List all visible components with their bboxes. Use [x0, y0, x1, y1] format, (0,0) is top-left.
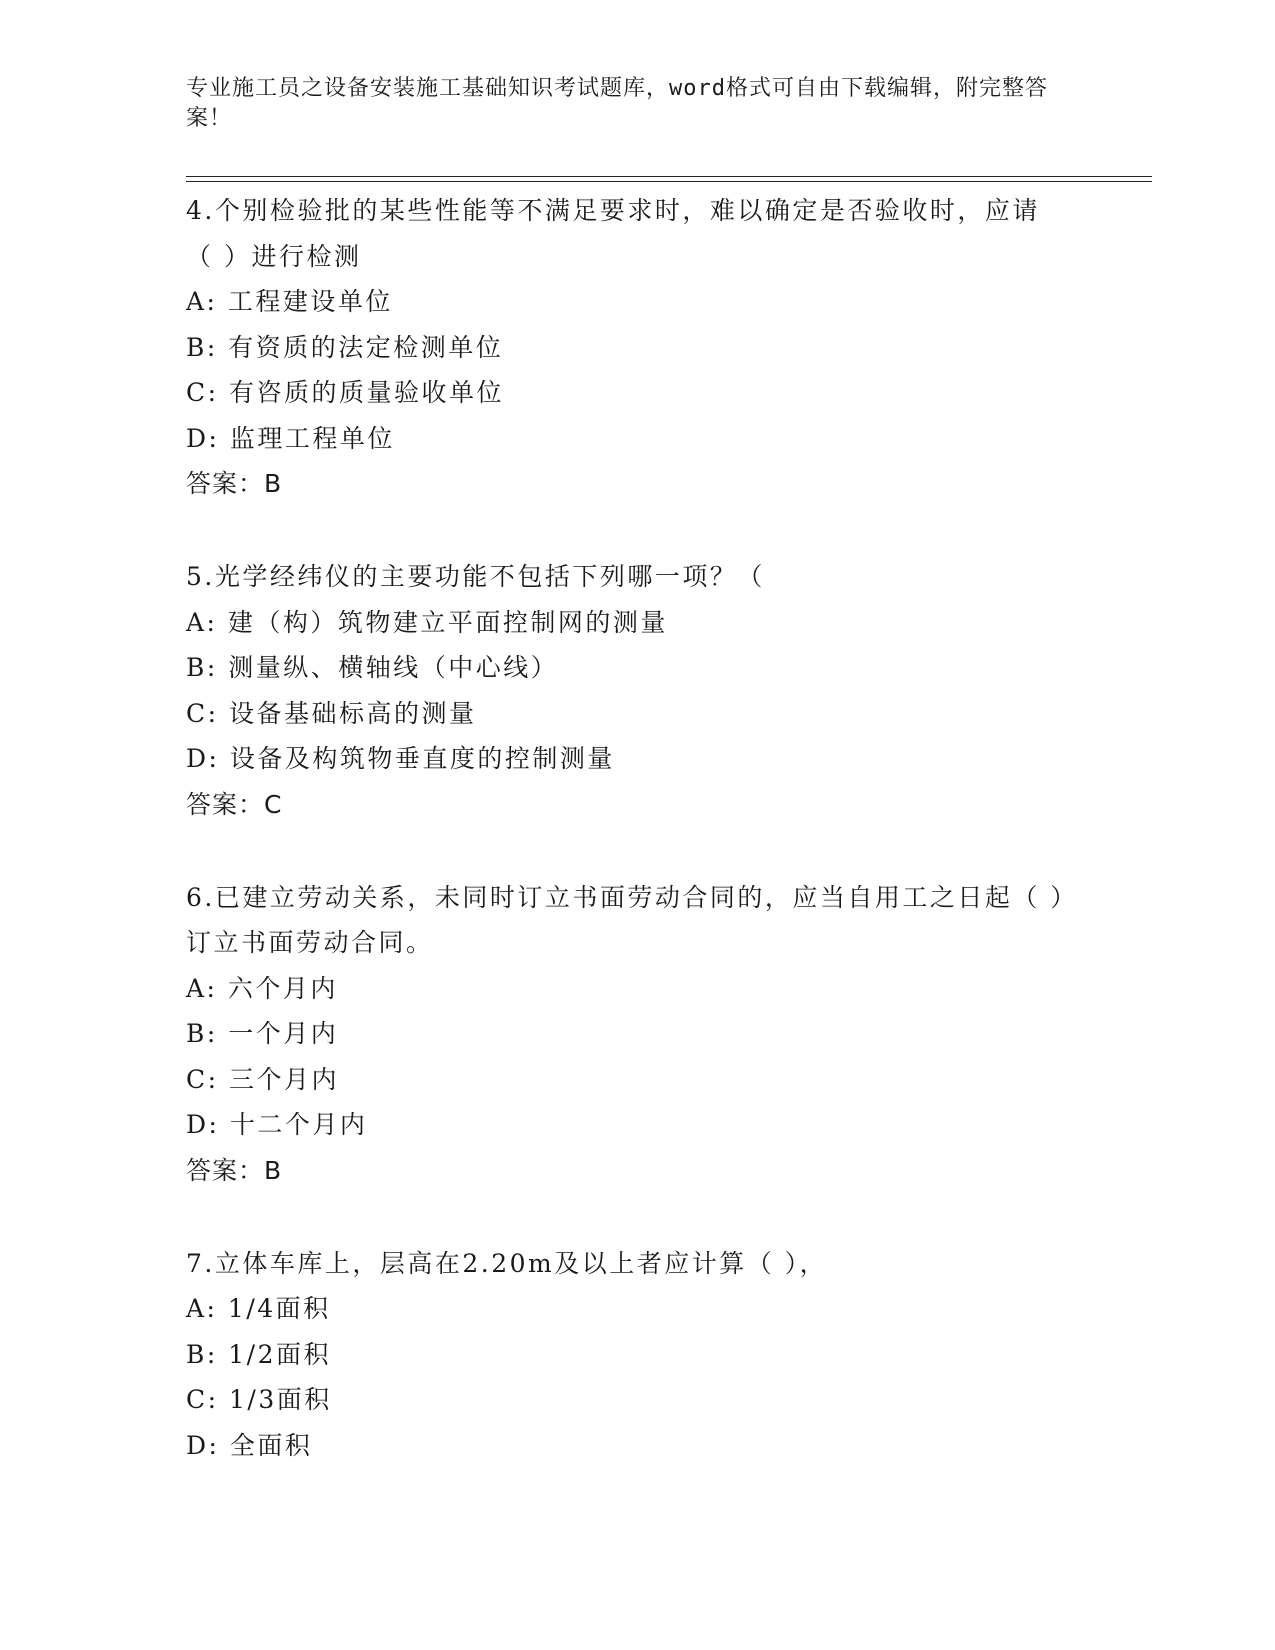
document-header: 专业施工员之设备安装施工基础知识考试题库，word格式可自由下载编辑，附完整答案！ — [186, 76, 1048, 131]
option-b: B: 测量纵、横轴线（中心线） — [186, 653, 559, 682]
answer-label: 答案：C — [186, 789, 283, 819]
header-divider-bottom — [186, 181, 1152, 182]
answer-label: 答案：B — [186, 1155, 283, 1185]
question-7 — [186, 1241, 1086, 1469]
answer-label: 答案：B — [186, 469, 283, 498]
option-c: C: 设备基础标高的测量 — [186, 698, 477, 728]
option-b: B: 有资质的法定检测单位 — [186, 332, 504, 362]
question-stem: 6.已建立劳动关系，未同时订立书面劳动合同的，应当自用工之日起（ ）订立书面劳动合同。 — [186, 882, 1066, 957]
question-6 — [186, 875, 1086, 1193]
question-stem: 5.光学经纬仪的主要功能不包括下列哪一项？（ — [186, 562, 765, 591]
option-c: C: 三个月内 — [186, 1064, 339, 1094]
option-a: A: 建（构）筑物建立平面控制网的测量 — [186, 607, 668, 637]
question-4 — [186, 188, 1086, 506]
option-a: A: 工程建设单位 — [186, 287, 393, 316]
question-stem: 4.个别检验批的某些性能等不满足要求时，难以确定是否验收时，应请（ ）进行检测 — [186, 196, 1040, 271]
header-divider-top — [186, 176, 1152, 177]
option-d: D: 设备及构筑物垂直度的控制测量 — [186, 744, 615, 773]
question-5 — [186, 554, 1086, 827]
option-b: B: 一个月内 — [186, 1019, 339, 1048]
option-a: A: 1/4面积 — [186, 1294, 331, 1323]
option-d: D: 十二个月内 — [186, 1110, 368, 1139]
option-d: D: 全面积 — [186, 1430, 313, 1460]
question-stem: 7.立体车库上，层高在2.20m及以上者应计算（ ）， — [186, 1248, 828, 1278]
option-b: B: 1/2面积 — [186, 1339, 331, 1369]
option-a: A: 六个月内 — [186, 973, 338, 1003]
question-list — [186, 188, 1086, 1516]
option-d: D: 监理工程单位 — [186, 423, 395, 453]
option-c: C: 有咨质的质量验收单位 — [186, 378, 504, 407]
option-c: C: 1/3面积 — [186, 1385, 332, 1414]
